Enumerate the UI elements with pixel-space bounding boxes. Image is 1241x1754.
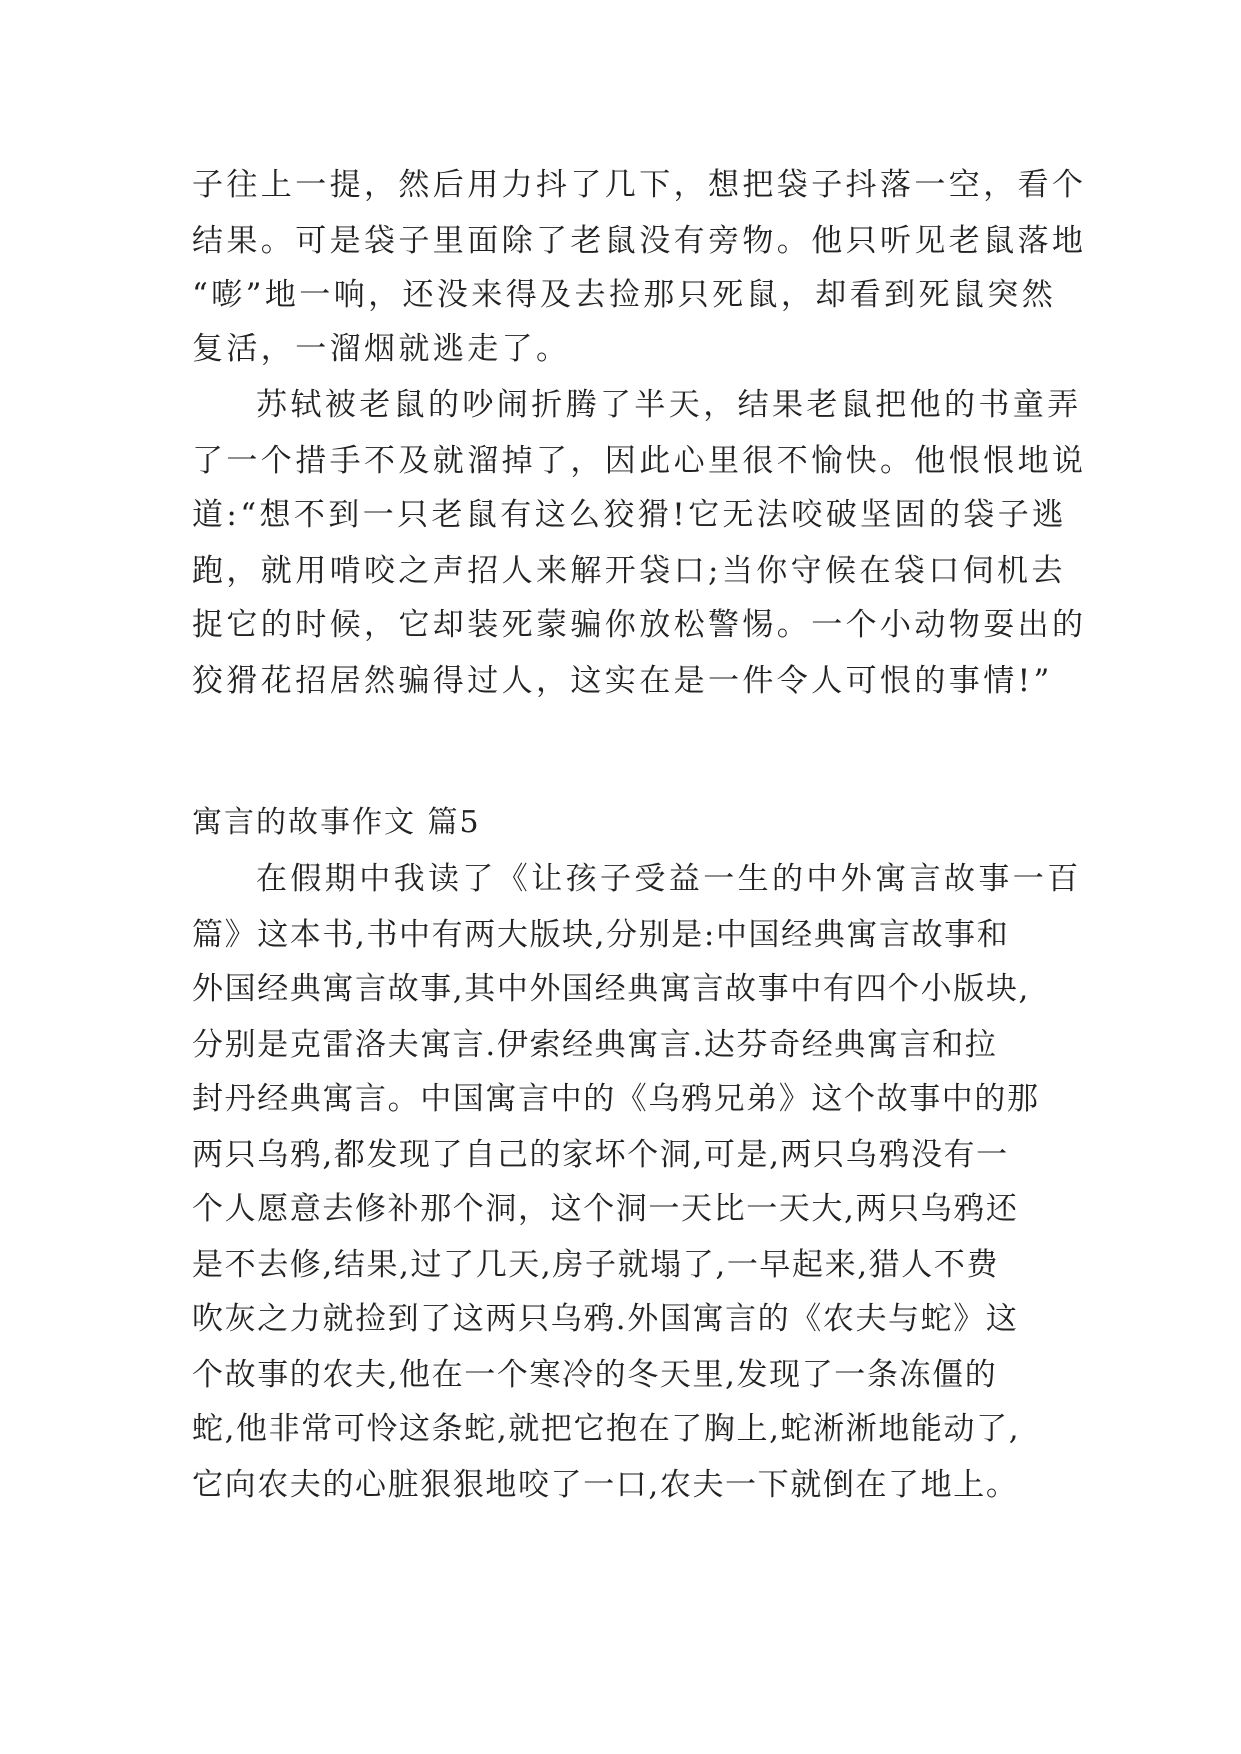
paragraph-3-line-7: 个人愿意去修补那个洞，这个洞一天比一天大,两只乌鸦还 bbox=[192, 1191, 1019, 1227]
paragraph-3-line-2: 篇》这本书,书中有两大版块,分别是:中国经典寓言故事和 bbox=[192, 917, 1010, 953]
paragraph-3-line-3: 外国经典寓言故事,其中外国经典寓言故事中有四个小版块, bbox=[192, 971, 1030, 1007]
paragraph-2-line-5: 捉它的时候，它却装死蒙骗你放松警惕。一个小动物耍出的 bbox=[192, 607, 1087, 643]
paragraph-1-line-2: 结果。可是袋子里面除了老鼠没有旁物。他只听见老鼠落地 bbox=[192, 223, 1087, 259]
section-heading: 寓言的故事作文 篇5 bbox=[192, 805, 481, 840]
paragraph-1-line-3: “嘭”地一响，还没来得及去捡那只死鼠，却看到死鼠突然 bbox=[192, 277, 1057, 313]
paragraph-3-line-8: 是不去修,结果,过了几天,房子就塌了,一早起来,猎人不费 bbox=[192, 1247, 1000, 1283]
paragraph-1-line-4: 复活，一溜烟就逃走了。 bbox=[192, 331, 571, 367]
paragraph-3-line-10: 个故事的农夫,他在一个寒冷的冬天里,发现了一条冻僵的 bbox=[192, 1357, 998, 1393]
paragraph-2-line-4: 跑，就用啃咬之声招人来解开袋口;当你守候在袋口伺机去 bbox=[192, 553, 1066, 589]
paragraph-3-line-9: 吹灰之力就捡到了这两只乌鸦.外国寓言的《农夫与蛇》这 bbox=[192, 1301, 1019, 1337]
paragraph-1-line-1: 子往上一提，然后用力抖了几下，想把袋子抖落一空，看个 bbox=[192, 167, 1087, 203]
paragraph-3-line-6: 两只乌鸦,都发现了自己的家坏个洞,可是,两只乌鸦没有一 bbox=[192, 1137, 1009, 1173]
paragraph-3-line-11: 蛇,他非常可怜这条蛇,就把它抱在了胸上,蛇淅淅地能动了, bbox=[192, 1411, 1021, 1447]
paragraph-2-line-1: 苏轼被老鼠的吵闹折腾了半天，结果老鼠把他的书童弄 bbox=[256, 387, 1082, 423]
paragraph-2-line-3: 道:“想不到一只老鼠有这么狡猾!它无法咬破坚固的袋子逃 bbox=[192, 497, 1067, 533]
paragraph-3-line-1: 在假期中我读了《让孩子受益一生的中外寓言故事一百 bbox=[256, 861, 1082, 897]
paragraph-2-line-6: 狡猾花招居然骗得过人，这实在是一件令人可恨的事情!” bbox=[192, 663, 1053, 699]
paragraph-2-line-2: 了一个措手不及就溜掉了，因此心里很不愉快。他恨恨地说 bbox=[192, 443, 1087, 479]
paragraph-3-line-12: 它向农夫的心脏狠狠地咬了一口,农夫一下就倒在了地上。 bbox=[192, 1467, 1019, 1503]
paragraph-3-line-4: 分别是克雷洛夫寓言.伊索经典寓言.达芬奇经典寓言和拉 bbox=[192, 1027, 998, 1063]
paragraph-3-line-5: 封丹经典寓言。中国寓言中的《乌鸦兄弟》这个故事中的那 bbox=[192, 1081, 1040, 1117]
